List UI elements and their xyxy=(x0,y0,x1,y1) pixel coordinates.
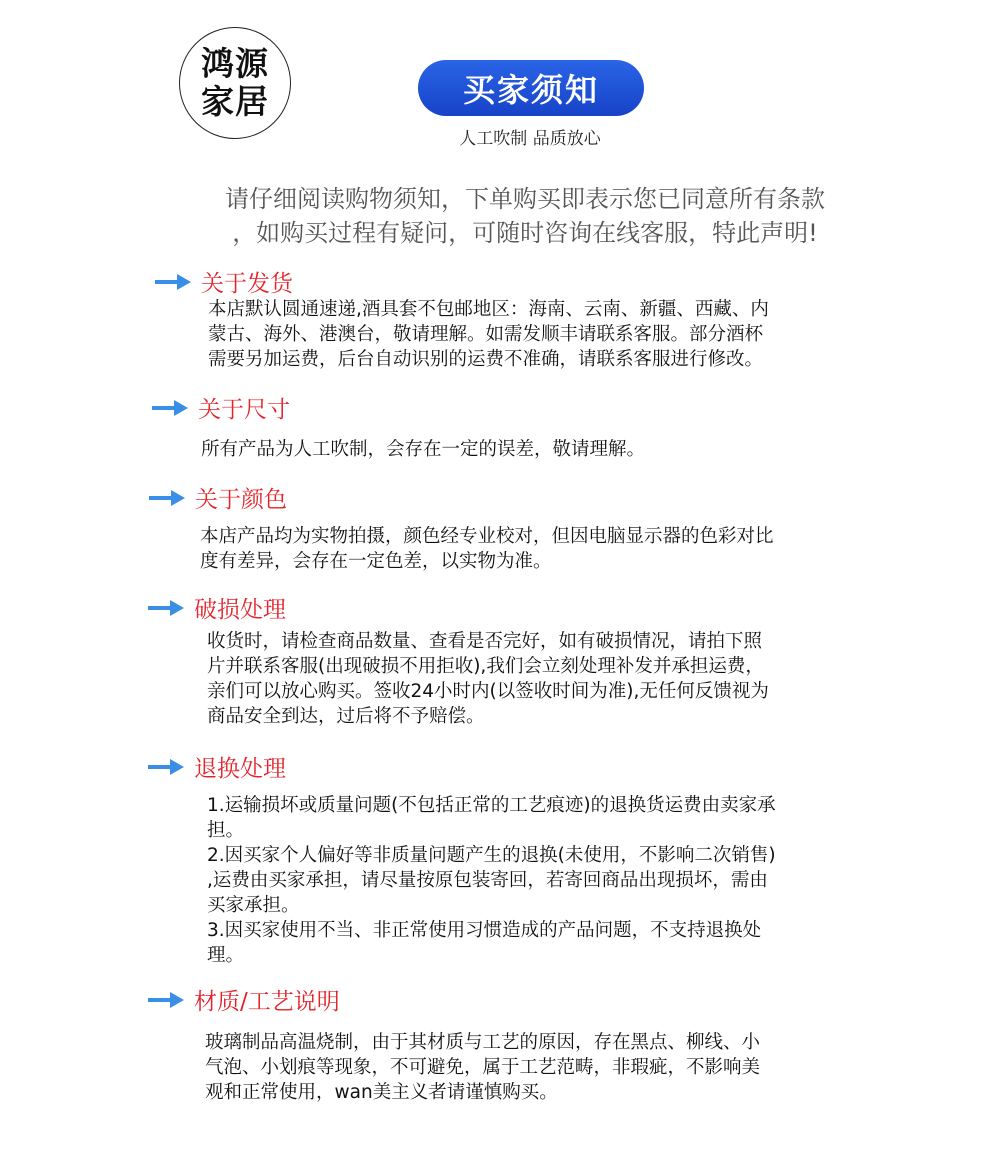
section-body-damage xyxy=(207,629,769,729)
right-arrow-icon xyxy=(148,758,184,776)
body-line: ,运费由买家承担，请尽量按原包装寄回，若寄回商品出现损坏，需由 xyxy=(207,870,768,891)
section-heading-returns xyxy=(148,750,286,783)
right-arrow-icon xyxy=(155,273,191,291)
intro-statement xyxy=(180,182,870,250)
section-title: 关于颜色 xyxy=(195,487,287,513)
body-line: 需要另加运费，后台自动识别的运费不准确，请联系客服进行修改。 xyxy=(208,349,764,370)
body-line: 玻璃制品高温烧制，由于其材质与工艺的原因，存在黑点、柳线、小 xyxy=(205,1032,761,1053)
body-line: 所有产品为人工吹制，会存在一定的误差，敬请理解。 xyxy=(201,439,646,460)
body-line: 1.运输损坏或质量问题(不包括正常的工艺痕迹)的退换货运费由卖家承 xyxy=(207,795,776,816)
body-line: 本店产品均为实物拍摄，颜色经专业校对，但因电脑显示器的色彩对比 xyxy=(200,526,774,547)
section-heading-color xyxy=(149,481,287,514)
section-body-material xyxy=(205,1030,760,1105)
body-line: 亲们可以放心购买。签收24小时内(以签收时间为准),无任何反馈视为 xyxy=(207,681,769,702)
right-arrow-icon xyxy=(152,399,188,417)
intro-line-2: ，如购买过程有疑问，可随时咨询在线客服，特此声明! xyxy=(232,219,818,247)
section-body-shipping xyxy=(208,297,769,372)
body-line: 理。 xyxy=(207,945,245,966)
section-title: 材质/工艺说明 xyxy=(194,989,340,1015)
page-title-badge xyxy=(418,60,644,116)
section-title: 退换处理 xyxy=(194,756,286,782)
right-arrow-icon xyxy=(149,489,185,507)
logo-line-2: 家居 xyxy=(201,82,269,121)
body-line: 担。 xyxy=(207,820,245,841)
section-heading-damage xyxy=(148,591,286,624)
body-line: 收货时，请检查商品数量、查看是否完好，如有破损情况，请拍下照 xyxy=(207,631,763,652)
section-title: 破损处理 xyxy=(194,597,286,623)
intro-line-1: 请仔细阅读购物须知，下单购买即表示您已同意所有条款 xyxy=(225,185,825,213)
brand-logo xyxy=(179,27,291,139)
body-line: 买家承担。 xyxy=(207,895,300,916)
page-subtitle: 人工吹制 品质放心 xyxy=(459,129,601,149)
section-body-returns xyxy=(207,793,776,968)
section-body-size xyxy=(201,437,645,462)
body-line: 蒙古、海外、港澳台，敬请理解。如需发顺丰请联系客服。部分酒杯 xyxy=(208,324,764,345)
body-line: 气泡、小划痕等现象，不可避免，属于工艺范畴，非瑕疵，不影响美 xyxy=(205,1057,761,1078)
section-title: 关于发货 xyxy=(201,271,293,297)
section-heading-shipping xyxy=(155,265,293,298)
section-heading-size xyxy=(152,391,290,424)
body-line: 观和正常使用，wan美主义者请谨慎购买。 xyxy=(205,1082,558,1103)
body-line: 2.因买家个人偏好等非质量问题产生的退换(未使用，不影响二次销售) xyxy=(207,845,776,866)
section-heading-material xyxy=(148,983,340,1016)
section-body-color xyxy=(200,524,774,574)
body-line: 本店默认圆通速递,酒具套不包邮地区：海南、云南、新疆、西藏、内 xyxy=(208,299,769,320)
body-line: 片并联系客服(出现破损不用拒收),我们会立刻处理补发并承担运费， xyxy=(207,656,764,677)
body-line: 3.因买家使用不当、非正常使用习惯造成的产品问题，不支持退换处 xyxy=(207,920,762,941)
page-title: 买家须知 xyxy=(462,71,599,109)
body-line: 商品安全到达，过后将不予赔偿。 xyxy=(207,706,485,727)
logo-line-1: 鸿源 xyxy=(201,44,269,83)
right-arrow-icon xyxy=(148,599,184,617)
section-title: 关于尺寸 xyxy=(198,397,290,423)
body-line: 度有差异，会存在一定色差，以实物为准。 xyxy=(200,551,552,572)
right-arrow-icon xyxy=(148,991,184,1009)
